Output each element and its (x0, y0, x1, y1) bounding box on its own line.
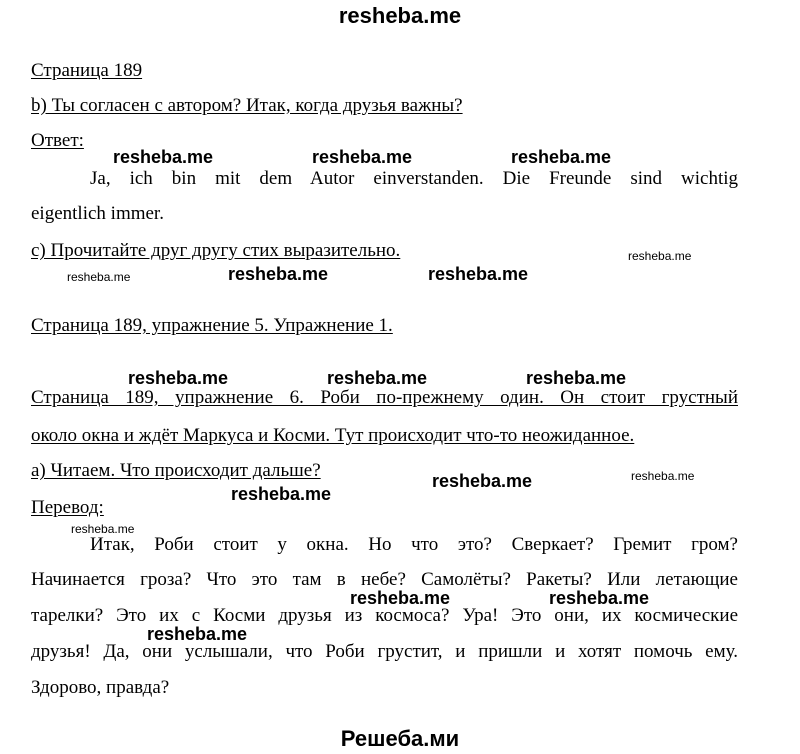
task-a: а) Читаем. Что происходит дальше? (31, 460, 321, 481)
watermark: resheba.me (327, 368, 428, 388)
translation-line-4: друзья! Да, они услышали, что Роби грустит, и пришли и хотят помочь ему. (31, 641, 738, 662)
watermark-small: resheba.me (67, 270, 131, 284)
watermark: resheba.me (428, 264, 529, 284)
watermark: resheba.me (526, 368, 627, 388)
translation-label: Перевод: (31, 497, 104, 518)
watermark: resheba.me (228, 264, 329, 284)
watermark: resheba.me (231, 484, 332, 504)
page-reference: Страница 189 (31, 60, 143, 81)
exercise-6-line-1: Страница 189, упражнение 6. Роби по-прежнему один. Он стоит грустный (31, 387, 738, 408)
watermark: resheba.me (432, 471, 533, 491)
watermark: resheba.me (113, 147, 214, 167)
header-site-name: resheba.me (338, 3, 462, 28)
translation-line-3: тарелки? Это их с Косми друзья из космоса? Ура! Это они, их космические (31, 605, 738, 626)
translation-line-2: Начинается гроза? Что это там в небе? Самолёты? Ракеты? Или летающие (31, 569, 738, 590)
question-b: b) Ты согласен с автором? Итак, когда друзья важны? (31, 95, 463, 116)
watermark: resheba.me (128, 368, 229, 388)
page-reference-exercise-5: Страница 189, упражнение 5. Упражнение 1. (31, 315, 393, 336)
answer-label: Ответ: (31, 130, 84, 151)
watermark: resheba.me (312, 147, 413, 167)
translation-line-1: Итак, Роби стоит у окна. Но что это? Сверкает? Гремит гром? (90, 534, 738, 555)
answer-line-1: Ja, ich bin mit dem Autor einverstanden. Die Freunde sind wichtig (90, 168, 738, 189)
footer-site-name: Решеба.ми (340, 726, 460, 751)
task-c: c) Прочитайте друг другу стих выразительно. (31, 240, 401, 261)
exercise-6-line-2: около окна и ждёт Маркуса и Косми. Тут происходит что-то неожиданное. (31, 425, 635, 446)
watermark-small: resheba.me (628, 249, 692, 263)
watermark: resheba.me (549, 588, 650, 608)
watermark: resheba.me (147, 624, 248, 644)
answer-line-2: eigentlich immer. (31, 203, 164, 224)
watermark-small: resheba.me (71, 522, 135, 536)
watermark: resheba.me (350, 588, 451, 608)
watermark: resheba.me (511, 147, 612, 167)
watermark-small: resheba.me (631, 469, 695, 483)
translation-line-5: Здорово, правда? (31, 677, 170, 698)
